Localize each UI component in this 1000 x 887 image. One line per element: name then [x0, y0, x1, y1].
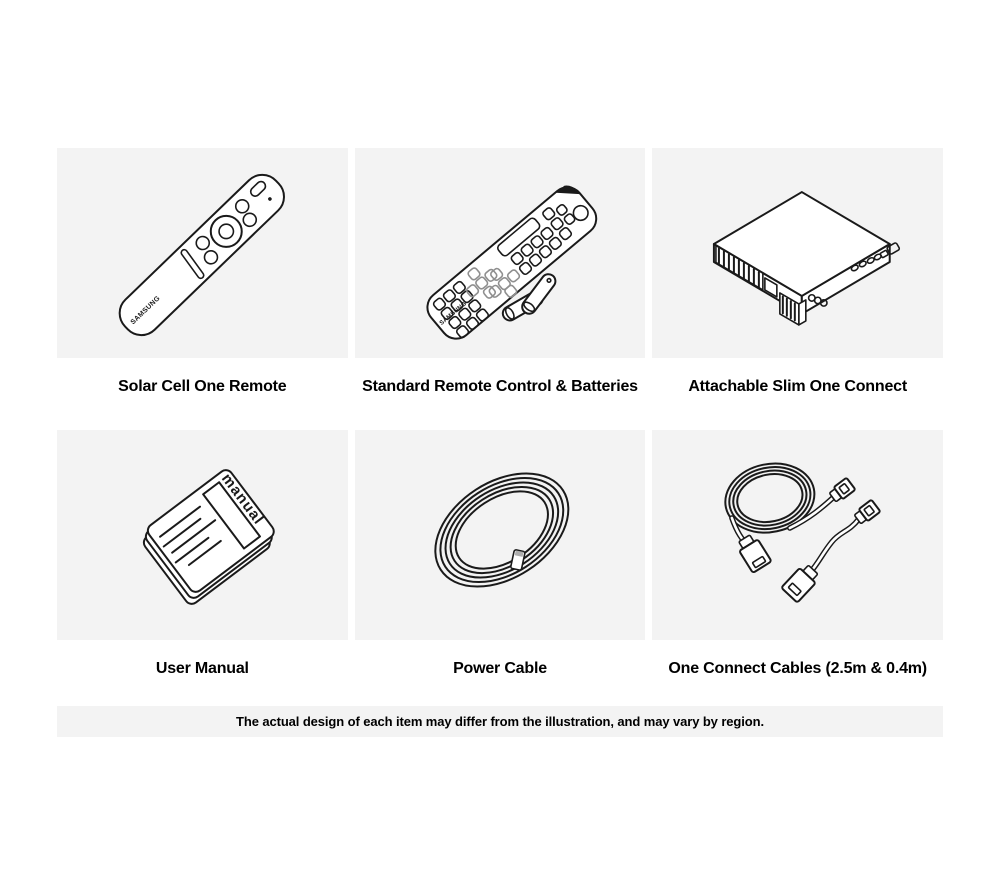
manual-cover [145, 466, 278, 594]
accessory-label: One Connect Cables (2.5m & 0.4m) [668, 660, 927, 677]
samsung-logo-text: SAMSUNG [437, 300, 468, 327]
accessory-tile [652, 148, 943, 358]
accessory-label: Power Cable [453, 660, 547, 677]
power-cable-illustration [355, 430, 646, 640]
accessory-cell-one-connect-cables [652, 430, 943, 706]
accessory-label: Attachable Slim One Connect [688, 378, 907, 395]
accessories-grid [57, 148, 943, 706]
accessory-tile [57, 148, 348, 358]
cable-coil [414, 450, 589, 610]
attachable-slim-one-connect-illustration [652, 148, 943, 358]
samsung-logo-text: SAMSUNG [129, 294, 162, 327]
accessory-cell-standard-remote [355, 148, 646, 430]
accessory-tile [355, 148, 646, 358]
solar-cell-one-remote-illustration [57, 148, 348, 358]
accessory-tile [57, 430, 348, 640]
solar-remote [112, 167, 292, 343]
power-plug [510, 550, 525, 571]
accessory-cell-user-manual [57, 430, 348, 706]
accessory-tile [652, 430, 943, 640]
accessory-label: Solar Cell One Remote [118, 378, 287, 395]
accessory-cell-one-connect-box [652, 148, 943, 430]
box-top-face [714, 192, 890, 296]
accessory-label: User Manual [155, 660, 249, 677]
user-manual-illustration [57, 430, 348, 640]
box-contents-section [57, 148, 943, 737]
short-cable [810, 519, 859, 573]
accessory-cell-power-cable [355, 430, 646, 706]
accessory-label: Standard Remote Control & Batteries [362, 378, 638, 395]
manual-cover-text: manual [217, 470, 268, 529]
standard-remote-batteries-illustration [355, 148, 646, 358]
disclaimer-text: The actual design of each item may differ from the illustration, and may vary by region. [236, 714, 764, 729]
disclaimer-strip [57, 706, 943, 737]
accessory-tile [355, 430, 646, 640]
one-connect-cables-illustration [652, 430, 943, 640]
accessory-cell-solar-remote [57, 148, 348, 430]
one-connect-box [714, 192, 900, 325]
